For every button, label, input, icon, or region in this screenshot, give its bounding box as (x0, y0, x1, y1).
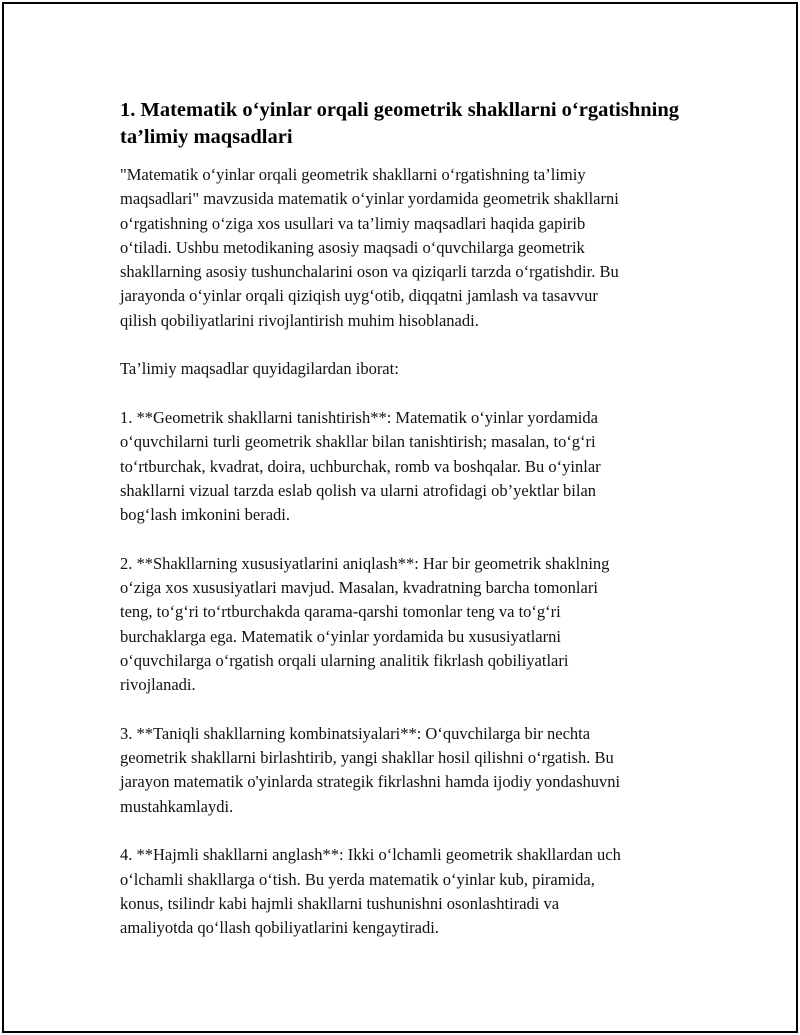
goal-item-3: 3. **Taniqli shakllarning kombinatsiyalari**: O‘quvchilarga bir nechta geometrik shakllarni birlashtirib, yangi shakllar hosil qilishni o‘rgatish. Bu jarayon matematik o'yinlarda strategik fikrlashni hamda ijodiy yondashuvni mustahkamlaydi. (120, 723, 621, 816)
goal-item-1: 1. **Geometrik shakllarni tanishtirish**: Matematik o‘yinlar yordamida o‘quvchilarni turli geometrik shakllar bilan tanishtirish; masalan, to‘g‘ri to‘rtburchak, kvadrat, doira, uchburchak, romb va boshqalar. Bu o‘yinlar shakllarni vizual tarzda eslab qolish va ularni atrofidagi ob’yektlar bilan bog‘lash imkonini beradi. (120, 407, 601, 525)
document-content (120, 97, 686, 941)
goal-item-4: 4. **Hajmli shakllarni anglash**: Ikki o‘lchamli geometrik shakllardan uch o‘lchamli shakllarga o‘tish. Bu yerda matematik o‘yinlar kub, piramida, konus, tsilindr kabi hajmli shakllarni tushunishni osonlashtiradi va amaliyotda qo‘llash qobiliyatlarini kengaytiradi. (120, 845, 621, 938)
goals-lead-paragraph: Ta’limiy maqsadlar quyidagilardan iborat: (120, 359, 399, 379)
document-page (2, 2, 798, 1033)
goal-item-2: 2. **Shakllarning xususiyatlarini aniqlash**: Har bir geometrik shaklning o‘ziga xos xususiyatlari mavjud. Masalan, kvadratning barcha tomonlari teng, to‘g‘ri to‘rtburchakda qarama-qarshi tomonlar teng va to‘g‘ri burchaklarga ega. Matematik o‘yinlar yordamida bu xususiyatlarni o‘quvchilarga o‘rgatish orqali ularning analitik fikrlash qobiliyatlari rivojlanadi. (120, 553, 610, 695)
section-heading: 1. Matematik o‘yinlar orqali geometrik shakllarni o‘rgatishning ta’limiy maqsadlari (120, 99, 680, 148)
intro-paragraph: "Matematik o‘yinlar orqali geometrik shakllarni o‘rgatishning ta’limiy maqsadlari" mavzusida matematik o‘yinlar yordamida geometrik shakllarni o‘rgatishning o‘ziga xos usullari va ta’limiy maqsadlari haqida gapirib o‘tiladi. Ushbu metodikaning asosiy maqsadi o‘quvchilarga geometrik shakllarning asosiy tushunchalarini oson va qiziqarli tarzda o‘rgatishdir. Bu jarayonda o‘yinlar orqali qiziqish uyg‘otib, diqqatni jamlash va tasavvur qilish qobiliyatlarini rivojlantirish muhim hisoblanadi. (120, 165, 619, 330)
